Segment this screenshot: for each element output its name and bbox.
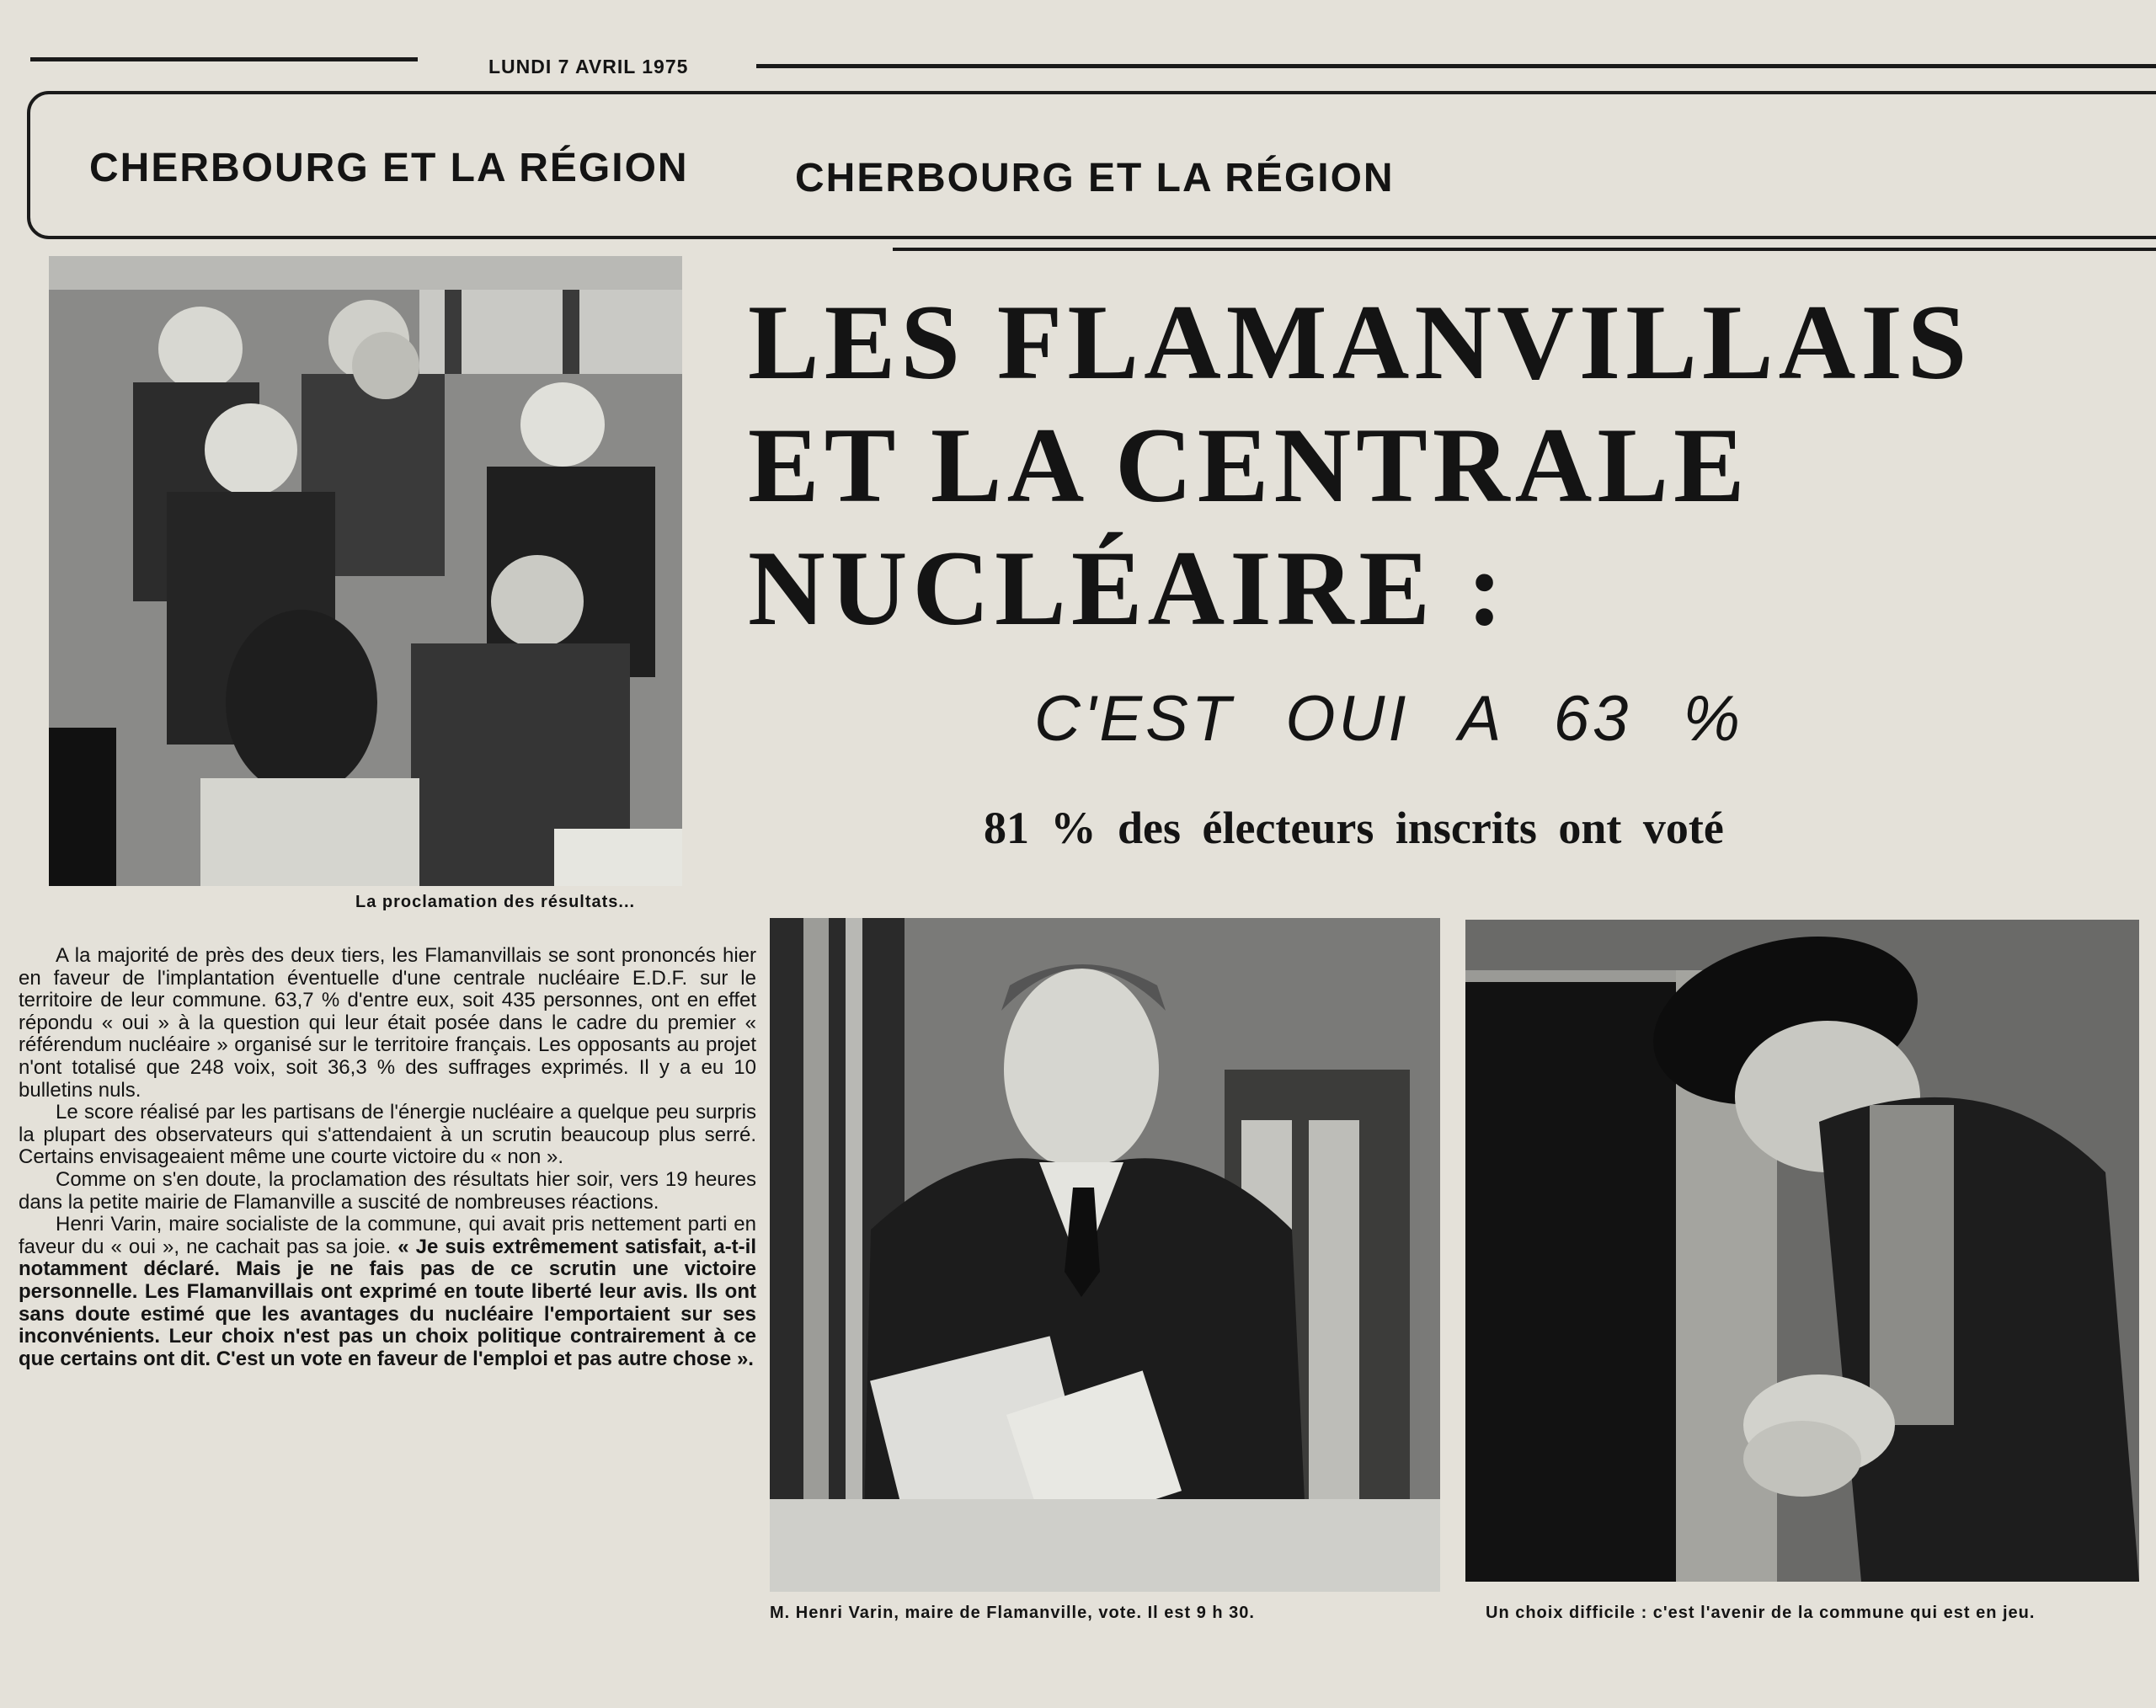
headline-line: ET LA CENTRALE — [748, 407, 1750, 525]
top-rule-left — [30, 57, 418, 61]
headline — [748, 281, 2011, 650]
photo-mayor-voting — [770, 918, 1440, 1592]
photo-proclamation — [49, 256, 682, 886]
article-paragraph — [19, 1214, 756, 1370]
mayor-quote: « Je suis extrêmement satisfait, a-t-il notamment déclaré. Mais je ne fais pas de ce scrutin une victoire personnelle. Les Flamanvillais ont exprimé en toute liberté leur avis. Ils ont sans doute estimé que les avantages du nucléaire l'emportaient sur ses inconvénients. Leur choix n'est pas un choix politique contrairement à ce que certains ont dit. C'est un vote en faveur de l'emploi et pas autre chose ». — [19, 1235, 757, 1370]
caption-voting-booth: Un choix difficile : c'est l'avenir de la commune qui est en jeu. — [1486, 1604, 2036, 1622]
subhead: C'EST OUI A 63 % — [1034, 683, 1743, 755]
turnout-line: 81 % des électeurs inscrits ont voté — [984, 803, 1724, 853]
photo-voting-booth — [1465, 920, 2139, 1582]
article-text: Henri Varin, maire socialiste de la commune, qui avait pris nettement parti en faveur du « oui », ne cachait pas sa joie. — [19, 1213, 756, 1258]
article-body — [19, 945, 756, 1370]
dateline: LUNDI 7 AVRIL 1975 — [488, 56, 689, 77]
article-paragraph: Le score réalisé par les partisans de l'énergie nucléaire a quelque peu surpris la plupart des observateurs qui s'attendaient à un scrutin beaucoup plus serré. Certains envisageaient même une courte victoire du « non ». — [19, 1101, 756, 1169]
article-paragraph: A la majorité de près des deux tiers, les Flamanvillais se sont prononcés hier en faveur de l'implantation éventuelle d'une centrale nucléaire E.D.F. sur le territoire de leur commune. 63,7 % d'entre eux, soit 435 personnes, ont en effet répondu « oui » à la question qui leur était posée dans le cadre du premier « référendum nucléaire » organisé sur le territoire français. Les opposants au projet n'ont totalisé que 248 voix, soit 36,3 % des suffrages exprimés. Il y a eu 10 bulletins nuls. — [19, 944, 756, 1102]
section-label: CHERBOURG ET LA RÉGION — [795, 156, 1395, 200]
caption-proclamation: La proclamation des résultats... — [355, 893, 636, 911]
headline-line: NUCLÉAIRE : — [748, 530, 1508, 648]
headline-line: LES FLAMANVILLAIS — [748, 284, 1972, 402]
banner-bottom-rule — [893, 248, 2156, 251]
article-paragraph: Comme on s'en doute, la proclamation des résultats hier soir, vers 19 heures dans la petite mairie de Flamanville a suscité de nombreuses réactions. — [19, 1167, 756, 1214]
section-label: CHERBOURG ET LA RÉGION — [89, 146, 689, 190]
caption-mayor-voting: M. Henri Varin, maire de Flamanville, vote. Il est 9 h 30. — [770, 1604, 1255, 1622]
top-rule-right — [756, 64, 2156, 68]
